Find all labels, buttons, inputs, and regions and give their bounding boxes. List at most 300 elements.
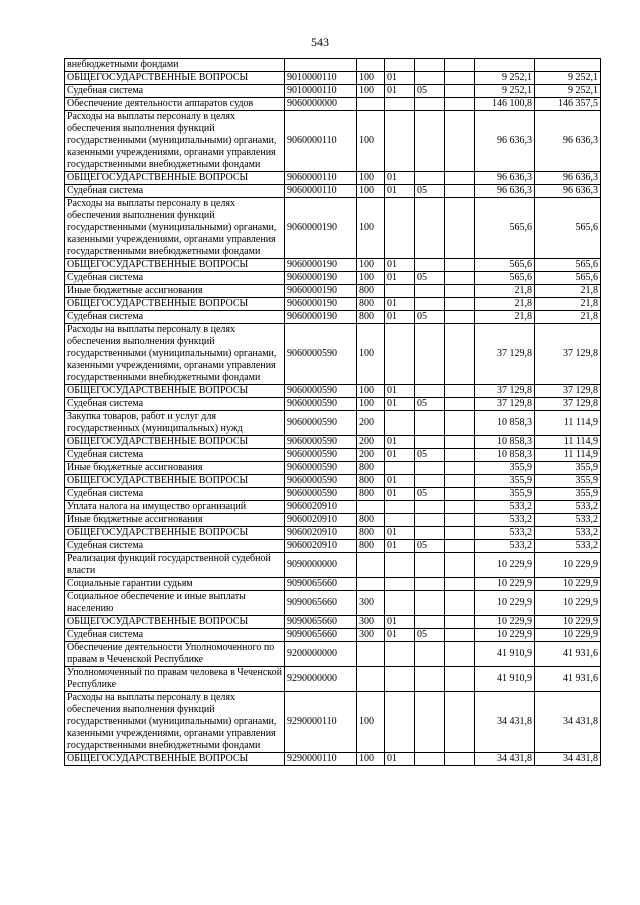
cell-name: ОБЩЕГОСУДАРСТВЕННЫЕ ВОПРОСЫ	[65, 436, 285, 449]
cell-amount-1: 96 636,3	[475, 185, 535, 198]
table-row	[65, 553, 601, 578]
cell-expense-type: 100	[357, 259, 385, 272]
cell-section	[385, 462, 415, 475]
cell-expense-type: 800	[357, 462, 385, 475]
cell-extra	[445, 616, 475, 629]
cell-subsection	[415, 692, 445, 753]
cell-amount-1: 10 229,9	[475, 616, 535, 629]
cell-amount-2: 355,9	[535, 475, 601, 488]
cell-target-code: 9060000110	[285, 185, 357, 198]
cell-amount-1: 9 252,1	[475, 72, 535, 85]
cell-target-code: 9060000590	[285, 411, 357, 436]
cell-extra	[445, 198, 475, 259]
cell-amount-2: 565,6	[535, 272, 601, 285]
cell-target-code	[285, 59, 357, 72]
cell-target-code: 9090065660	[285, 629, 357, 642]
table-row	[65, 692, 601, 753]
cell-section	[385, 59, 415, 72]
cell-amount-2: 37 129,8	[535, 385, 601, 398]
cell-extra	[445, 642, 475, 667]
cell-expense-type: 800	[357, 475, 385, 488]
cell-amount-2: 533,2	[535, 501, 601, 514]
cell-section	[385, 411, 415, 436]
cell-amount-2: 96 636,3	[535, 185, 601, 198]
cell-extra	[445, 591, 475, 616]
cell-subsection	[415, 259, 445, 272]
cell-section: 01	[385, 172, 415, 185]
cell-amount-1: 10 858,3	[475, 449, 535, 462]
cell-extra	[445, 753, 475, 766]
cell-amount-1	[475, 59, 535, 72]
table-row	[65, 172, 601, 185]
cell-target-code: 9060000590	[285, 398, 357, 411]
cell-section: 01	[385, 311, 415, 324]
table-row	[65, 488, 601, 501]
table-row	[65, 98, 601, 111]
table-row	[65, 462, 601, 475]
cell-subsection	[415, 385, 445, 398]
cell-target-code: 9060000590	[285, 385, 357, 398]
cell-extra	[445, 501, 475, 514]
cell-amount-1: 41 910,9	[475, 667, 535, 692]
cell-extra	[445, 475, 475, 488]
cell-name: Судебная система	[65, 629, 285, 642]
cell-name: ОБЩЕГОСУДАРСТВЕННЫЕ ВОПРОСЫ	[65, 298, 285, 311]
cell-expense-type: 300	[357, 616, 385, 629]
table-row	[65, 436, 601, 449]
cell-amount-1: 34 431,8	[475, 692, 535, 753]
cell-subsection	[415, 59, 445, 72]
cell-subsection	[415, 198, 445, 259]
cell-subsection	[415, 642, 445, 667]
cell-target-code: 9060000190	[285, 259, 357, 272]
cell-extra	[445, 172, 475, 185]
cell-name: Расходы на выплаты персоналу в целях обеспечения выполнения функций государственными (муниципальными) органами, казенными учреждениями, органами управления государственными внебюджетными фондами	[65, 692, 285, 753]
cell-target-code: 9060020910	[285, 540, 357, 553]
table-row	[65, 185, 601, 198]
cell-section: 01	[385, 185, 415, 198]
cell-subsection: 05	[415, 449, 445, 462]
table-row	[65, 501, 601, 514]
cell-subsection: 05	[415, 272, 445, 285]
cell-name: Социальное обеспечение и иные выплаты населению	[65, 591, 285, 616]
cell-target-code: 9060000590	[285, 462, 357, 475]
table-row	[65, 591, 601, 616]
cell-target-code: 9200000000	[285, 642, 357, 667]
cell-expense-type: 100	[357, 753, 385, 766]
cell-name: Иные бюджетные ассигнования	[65, 285, 285, 298]
cell-name: ОБЩЕГОСУДАРСТВЕННЫЕ ВОПРОСЫ	[65, 172, 285, 185]
cell-subsection	[415, 616, 445, 629]
table-row	[65, 540, 601, 553]
cell-subsection	[415, 578, 445, 591]
cell-amount-2: 21,8	[535, 285, 601, 298]
cell-amount-1: 355,9	[475, 488, 535, 501]
cell-extra	[445, 311, 475, 324]
table-row	[65, 398, 601, 411]
cell-amount-2: 533,2	[535, 540, 601, 553]
cell-amount-2: 41 931,6	[535, 667, 601, 692]
table-row	[65, 449, 601, 462]
cell-subsection	[415, 411, 445, 436]
cell-target-code: 9290000000	[285, 667, 357, 692]
cell-name: ОБЩЕГОСУДАРСТВЕННЫЕ ВОПРОСЫ	[65, 753, 285, 766]
cell-subsection	[415, 98, 445, 111]
cell-subsection	[415, 753, 445, 766]
cell-amount-2: 9 252,1	[535, 72, 601, 85]
cell-subsection	[415, 514, 445, 527]
cell-expense-type: 800	[357, 540, 385, 553]
cell-subsection: 05	[415, 488, 445, 501]
table-row	[65, 59, 601, 72]
cell-expense-type: 200	[357, 436, 385, 449]
table-row	[65, 259, 601, 272]
cell-section: 01	[385, 527, 415, 540]
cell-amount-1: 10 229,9	[475, 578, 535, 591]
cell-subsection	[415, 475, 445, 488]
cell-amount-2: 565,6	[535, 198, 601, 259]
cell-section	[385, 111, 415, 172]
cell-amount-2: 9 252,1	[535, 85, 601, 98]
cell-amount-1: 565,6	[475, 259, 535, 272]
cell-name: Судебная система	[65, 398, 285, 411]
cell-amount-1: 565,6	[475, 198, 535, 259]
cell-target-code: 9060000590	[285, 449, 357, 462]
cell-expense-type: 100	[357, 172, 385, 185]
cell-expense-type	[357, 98, 385, 111]
cell-target-code: 9060000190	[285, 285, 357, 298]
cell-target-code: 9060000190	[285, 272, 357, 285]
table-row	[65, 629, 601, 642]
cell-expense-type: 800	[357, 285, 385, 298]
cell-section: 01	[385, 72, 415, 85]
cell-amount-2: 41 931,6	[535, 642, 601, 667]
cell-expense-type: 300	[357, 591, 385, 616]
cell-name: внебюджетными фондами	[65, 59, 285, 72]
cell-extra	[445, 98, 475, 111]
cell-subsection: 05	[415, 629, 445, 642]
cell-name: Иные бюджетные ассигнования	[65, 514, 285, 527]
page-number: 543	[311, 35, 329, 49]
cell-extra	[445, 449, 475, 462]
cell-section: 01	[385, 488, 415, 501]
cell-target-code: 9060000110	[285, 172, 357, 185]
cell-amount-1: 533,2	[475, 540, 535, 553]
cell-section: 01	[385, 436, 415, 449]
cell-expense-type: 800	[357, 527, 385, 540]
cell-expense-type: 100	[357, 72, 385, 85]
cell-subsection	[415, 462, 445, 475]
cell-extra	[445, 411, 475, 436]
cell-expense-type: 100	[357, 111, 385, 172]
cell-subsection	[415, 285, 445, 298]
cell-extra	[445, 692, 475, 753]
cell-expense-type	[357, 667, 385, 692]
cell-section	[385, 667, 415, 692]
cell-target-code: 9060020910	[285, 527, 357, 540]
cell-extra	[445, 72, 475, 85]
cell-name: Судебная система	[65, 272, 285, 285]
cell-section: 01	[385, 616, 415, 629]
cell-subsection: 05	[415, 311, 445, 324]
table-row	[65, 285, 601, 298]
cell-amount-2: 37 129,8	[535, 324, 601, 385]
cell-target-code: 9090065660	[285, 591, 357, 616]
table-row	[65, 324, 601, 385]
cell-expense-type: 200	[357, 411, 385, 436]
cell-amount-1: 37 129,8	[475, 398, 535, 411]
cell-expense-type: 800	[357, 488, 385, 501]
cell-target-code: 9290000110	[285, 753, 357, 766]
cell-expense-type: 100	[357, 198, 385, 259]
cell-amount-2: 10 229,9	[535, 629, 601, 642]
cell-amount-2: 10 229,9	[535, 553, 601, 578]
cell-section: 01	[385, 475, 415, 488]
cell-subsection	[415, 324, 445, 385]
cell-extra	[445, 667, 475, 692]
cell-subsection	[415, 527, 445, 540]
cell-amount-2	[535, 59, 601, 72]
cell-target-code: 9090065660	[285, 578, 357, 591]
cell-expense-type	[357, 553, 385, 578]
cell-expense-type: 800	[357, 514, 385, 527]
cell-amount-1: 10 229,9	[475, 591, 535, 616]
cell-name: Реализация функций государственной судебной власти	[65, 553, 285, 578]
cell-amount-2: 10 229,9	[535, 578, 601, 591]
cell-target-code: 9060000590	[285, 324, 357, 385]
table-row	[65, 616, 601, 629]
cell-target-code: 9090000000	[285, 553, 357, 578]
cell-amount-1: 21,8	[475, 311, 535, 324]
cell-amount-2: 96 636,3	[535, 111, 601, 172]
cell-extra	[445, 85, 475, 98]
cell-amount-1: 355,9	[475, 475, 535, 488]
cell-section: 01	[385, 85, 415, 98]
cell-target-code: 9060000190	[285, 198, 357, 259]
cell-extra	[445, 488, 475, 501]
cell-section	[385, 591, 415, 616]
cell-name: Обеспечение деятельности аппаратов судов	[65, 98, 285, 111]
cell-subsection	[415, 501, 445, 514]
cell-amount-1: 533,2	[475, 514, 535, 527]
cell-subsection: 05	[415, 85, 445, 98]
table-row	[65, 514, 601, 527]
cell-amount-1: 21,8	[475, 298, 535, 311]
cell-extra	[445, 259, 475, 272]
cell-target-code: 9060000590	[285, 488, 357, 501]
cell-extra	[445, 398, 475, 411]
cell-subsection: 05	[415, 540, 445, 553]
cell-expense-type	[357, 59, 385, 72]
cell-expense-type: 300	[357, 629, 385, 642]
cell-name: Судебная система	[65, 449, 285, 462]
cell-target-code: 9060000590	[285, 436, 357, 449]
cell-name: ОБЩЕГОСУДАРСТВЕННЫЕ ВОПРОСЫ	[65, 527, 285, 540]
cell-extra	[445, 59, 475, 72]
cell-section	[385, 578, 415, 591]
cell-amount-1: 37 129,8	[475, 385, 535, 398]
cell-subsection	[415, 436, 445, 449]
cell-name: Иные бюджетные ассигнования	[65, 462, 285, 475]
cell-amount-2: 11 114,9	[535, 411, 601, 436]
cell-subsection: 05	[415, 398, 445, 411]
cell-section	[385, 198, 415, 259]
cell-extra	[445, 436, 475, 449]
table-row	[65, 198, 601, 259]
cell-section	[385, 98, 415, 111]
cell-amount-2: 21,8	[535, 311, 601, 324]
cell-amount-1: 96 636,3	[475, 172, 535, 185]
cell-section: 01	[385, 449, 415, 462]
cell-section	[385, 692, 415, 753]
cell-amount-1: 533,2	[475, 527, 535, 540]
cell-target-code: 9060000190	[285, 298, 357, 311]
cell-subsection	[415, 111, 445, 172]
cell-section: 01	[385, 385, 415, 398]
cell-amount-2: 34 431,8	[535, 753, 601, 766]
cell-expense-type: 100	[357, 385, 385, 398]
cell-extra	[445, 553, 475, 578]
cell-extra	[445, 629, 475, 642]
cell-expense-type	[357, 578, 385, 591]
cell-name: Социальные гарантии судьям	[65, 578, 285, 591]
cell-extra	[445, 540, 475, 553]
table-row	[65, 385, 601, 398]
cell-section: 01	[385, 540, 415, 553]
budget-table	[64, 58, 601, 766]
cell-subsection	[415, 553, 445, 578]
cell-section	[385, 642, 415, 667]
cell-expense-type: 100	[357, 692, 385, 753]
cell-extra	[445, 285, 475, 298]
cell-name: Закупка товаров, работ и услуг для государственных (муниципальных) нужд	[65, 411, 285, 436]
cell-expense-type	[357, 642, 385, 667]
cell-amount-1: 10 858,3	[475, 436, 535, 449]
cell-amount-2: 355,9	[535, 488, 601, 501]
cell-subsection	[415, 667, 445, 692]
cell-amount-1: 41 910,9	[475, 642, 535, 667]
cell-target-code: 9060000190	[285, 311, 357, 324]
cell-section	[385, 324, 415, 385]
table-row	[65, 578, 601, 591]
table-row	[65, 667, 601, 692]
cell-expense-type: 100	[357, 272, 385, 285]
cell-amount-2: 533,2	[535, 514, 601, 527]
cell-extra	[445, 385, 475, 398]
cell-extra	[445, 578, 475, 591]
cell-name: ОБЩЕГОСУДАРСТВЕННЫЕ ВОПРОСЫ	[65, 475, 285, 488]
cell-section	[385, 285, 415, 298]
cell-target-code: 9060020910	[285, 501, 357, 514]
table-row	[65, 411, 601, 436]
cell-target-code: 9010000110	[285, 72, 357, 85]
cell-extra	[445, 185, 475, 198]
cell-expense-type: 800	[357, 298, 385, 311]
table-row	[65, 272, 601, 285]
table-row	[65, 527, 601, 540]
cell-amount-2: 146 357,5	[535, 98, 601, 111]
cell-amount-1: 355,9	[475, 462, 535, 475]
cell-amount-1: 565,6	[475, 272, 535, 285]
cell-extra	[445, 324, 475, 385]
cell-section: 01	[385, 753, 415, 766]
table-row	[65, 298, 601, 311]
cell-extra	[445, 272, 475, 285]
cell-name: ОБЩЕГОСУДАРСТВЕННЫЕ ВОПРОСЫ	[65, 385, 285, 398]
cell-amount-2: 96 636,3	[535, 172, 601, 185]
cell-subsection: 05	[415, 185, 445, 198]
cell-name: ОБЩЕГОСУДАРСТВЕННЫЕ ВОПРОСЫ	[65, 72, 285, 85]
cell-subsection	[415, 72, 445, 85]
cell-target-code: 9290000110	[285, 692, 357, 753]
cell-target-code: 9060000000	[285, 98, 357, 111]
cell-amount-2: 10 229,9	[535, 591, 601, 616]
cell-name: ОБЩЕГОСУДАРСТВЕННЫЕ ВОПРОСЫ	[65, 259, 285, 272]
cell-name: Судебная система	[65, 488, 285, 501]
cell-target-code: 9010000110	[285, 85, 357, 98]
cell-amount-2: 34 431,8	[535, 692, 601, 753]
cell-section	[385, 514, 415, 527]
cell-target-code: 9090065660	[285, 616, 357, 629]
cell-subsection	[415, 298, 445, 311]
cell-name: Судебная система	[65, 540, 285, 553]
cell-amount-2: 37 129,8	[535, 398, 601, 411]
cell-section	[385, 553, 415, 578]
cell-amount-1: 146 100,8	[475, 98, 535, 111]
cell-amount-2: 11 114,9	[535, 449, 601, 462]
cell-expense-type: 200	[357, 449, 385, 462]
cell-expense-type	[357, 501, 385, 514]
cell-name: Судебная система	[65, 311, 285, 324]
cell-section: 01	[385, 298, 415, 311]
cell-extra	[445, 527, 475, 540]
table-row	[65, 72, 601, 85]
cell-amount-2: 10 229,9	[535, 616, 601, 629]
cell-extra	[445, 298, 475, 311]
cell-expense-type: 100	[357, 324, 385, 385]
cell-extra	[445, 462, 475, 475]
cell-name: Расходы на выплаты персоналу в целях обеспечения выполнения функций государственными (муниципальными) органами, казенными учреждениями, органами управления государственными внебюджетными фондами	[65, 198, 285, 259]
cell-amount-1: 9 252,1	[475, 85, 535, 98]
cell-subsection	[415, 172, 445, 185]
cell-amount-1: 10 229,9	[475, 553, 535, 578]
cell-amount-1: 10 229,9	[475, 629, 535, 642]
cell-section: 01	[385, 629, 415, 642]
cell-expense-type: 100	[357, 185, 385, 198]
cell-extra	[445, 514, 475, 527]
cell-section: 01	[385, 272, 415, 285]
cell-name: Расходы на выплаты персоналу в целях обеспечения выполнения функций государственными (муниципальными) органами, казенными учреждениями, органами управления государственными внебюджетными фондами	[65, 111, 285, 172]
cell-amount-2: 533,2	[535, 527, 601, 540]
cell-name: Судебная система	[65, 85, 285, 98]
cell-expense-type: 100	[357, 398, 385, 411]
cell-amount-1: 37 129,8	[475, 324, 535, 385]
cell-section: 01	[385, 259, 415, 272]
cell-amount-1: 96 636,3	[475, 111, 535, 172]
cell-amount-2: 355,9	[535, 462, 601, 475]
cell-target-code: 9060000110	[285, 111, 357, 172]
cell-subsection	[415, 591, 445, 616]
cell-amount-1: 21,8	[475, 285, 535, 298]
table-body	[65, 59, 601, 766]
cell-name: Расходы на выплаты персоналу в целях обеспечения выполнения функций государственными (муниципальными) органами, казенными учреждениями, органами управления государственными внебюджетными фондами	[65, 324, 285, 385]
cell-amount-1: 34 431,8	[475, 753, 535, 766]
cell-name: Уплата налога на имущество организаций	[65, 501, 285, 514]
table-row	[65, 311, 601, 324]
table-row	[65, 85, 601, 98]
table-row	[65, 753, 601, 766]
cell-amount-2: 565,6	[535, 259, 601, 272]
